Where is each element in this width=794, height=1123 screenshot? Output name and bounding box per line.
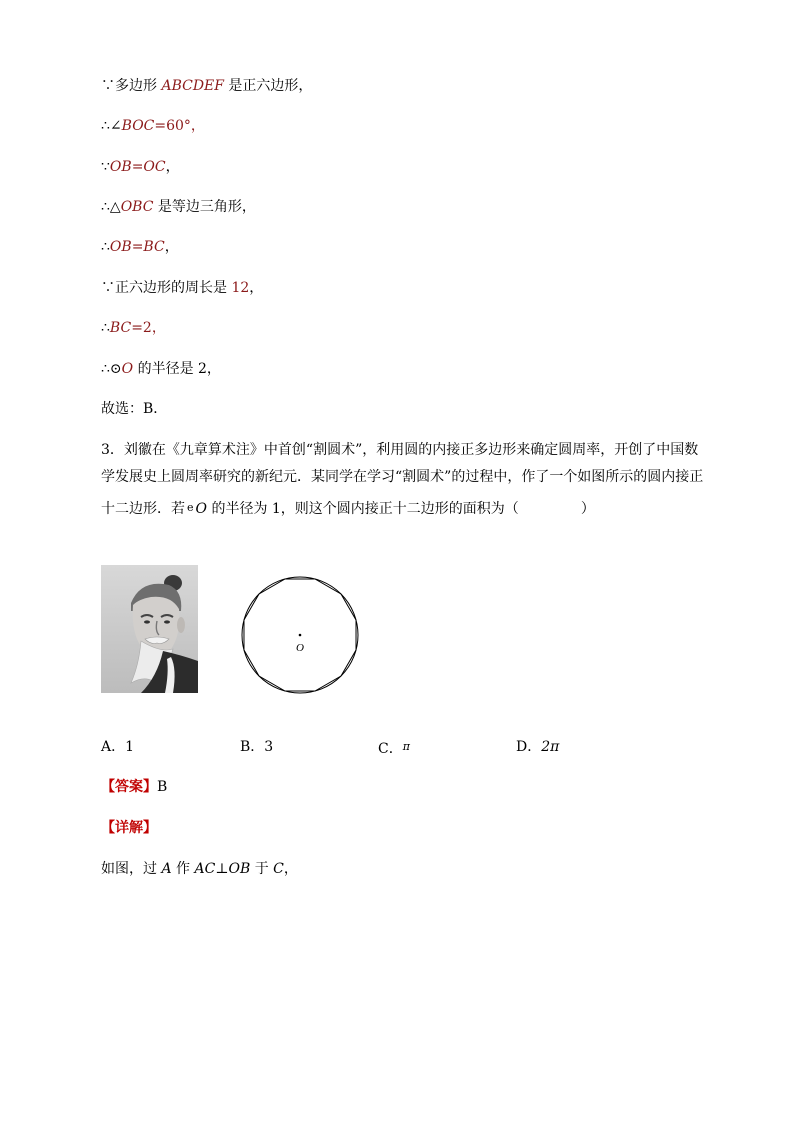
dodecagon-figure [236, 573, 364, 701]
question-text: 十二边形．若 [101, 501, 185, 517]
solution-line-8 [101, 359, 221, 379]
option-value: π [402, 740, 410, 753]
solution-text: ∵多边形 [101, 78, 162, 94]
solution-text: 是等边三角形， [153, 199, 256, 215]
detail-label: 【详解】 [101, 820, 157, 836]
solution-math: O [121, 361, 134, 377]
detail-text: 如图，过 [101, 861, 162, 877]
question-text: 学发展史上圆周率研究的新纪元．某同学在学习“割圆术”的过程中，作了一个如图所示的圆内接正 [101, 469, 704, 485]
option-value: 3 [264, 739, 274, 755]
solution-line-6 [101, 278, 263, 298]
solution-line-1 [101, 76, 312, 96]
solution-text: 是正六边形， [223, 78, 313, 94]
solution-line-7 [101, 318, 166, 338]
option-letter: B． [240, 739, 265, 755]
solution-text: ∴∠ [101, 118, 122, 134]
answer-value: B [157, 779, 168, 795]
detail-text: 作 [171, 861, 195, 877]
option-letter: D． [516, 739, 542, 755]
solution-text: ∴⊙ [101, 361, 122, 377]
answer-label: 【答案】 [101, 779, 157, 795]
detail-text: ⊥ [215, 861, 229, 877]
solution-text: ∵正六边形的周长是 [101, 280, 232, 296]
solution-text: =2， [131, 320, 166, 336]
question-text: ） [580, 501, 595, 517]
solution-text: 的半径是 2， [133, 361, 221, 377]
solution-line-9 [101, 399, 167, 419]
solution-line-3 [101, 157, 180, 177]
detail-text: ， [283, 861, 298, 877]
solution-math: BC [109, 320, 132, 336]
center-point [299, 634, 302, 637]
option-value: 1 [125, 739, 135, 755]
option-b[interactable] [240, 737, 273, 757]
question-text: 3．刘徽在《九章算术注》中首创“割圆术”，利用圆的内接正多边形来确定圆周率，开创了中国数 [101, 442, 699, 458]
solution-math: 12 [231, 280, 250, 296]
solution-math: OBC [120, 199, 154, 215]
question-line-1 [101, 440, 698, 460]
solution-text: =60°， [154, 118, 205, 134]
solution-text: ， [164, 239, 179, 255]
question-line-2 [101, 467, 703, 487]
solution-line-4 [101, 197, 256, 217]
option-a[interactable] [101, 737, 134, 757]
solution-text: ∵ [101, 159, 110, 175]
question-line-3 [101, 498, 595, 519]
option-value: 2π [541, 739, 560, 755]
option-d[interactable] [516, 737, 559, 757]
solution-math: OB=OC [109, 159, 166, 175]
option-letter: C． [378, 741, 403, 757]
solution-math: OB=BC [109, 239, 165, 255]
solution-line-2 [101, 116, 205, 136]
portrait-image [101, 565, 198, 693]
center-label: O [296, 642, 304, 654]
option-letter: A． [101, 739, 126, 755]
detail-math: C [273, 861, 284, 877]
detail-line [101, 818, 157, 838]
solution-math: BOC [121, 118, 155, 134]
circle-symbol: e [187, 501, 194, 514]
detail-text-line [101, 859, 298, 879]
solution-line-5 [101, 237, 179, 257]
solution-text: ∴ [101, 239, 110, 255]
detail-text: 于 [250, 861, 274, 877]
solution-text: ∴△ [101, 199, 121, 215]
detail-math: AC [194, 861, 216, 877]
question-math: O [195, 501, 207, 517]
detail-math: A [161, 861, 172, 877]
solution-text: ∴ [101, 320, 110, 336]
detail-math: OB [228, 861, 251, 877]
option-c[interactable] [378, 737, 410, 759]
question-text: 的半径为 1，则这个圆内接正十二边形的面积为（ [207, 501, 519, 517]
solution-text: 故选：B． [101, 401, 168, 417]
solution-math: ABCDEF [161, 78, 224, 94]
solution-text: ， [249, 280, 264, 296]
answer-line [101, 777, 167, 797]
solution-text: ， [165, 159, 180, 175]
